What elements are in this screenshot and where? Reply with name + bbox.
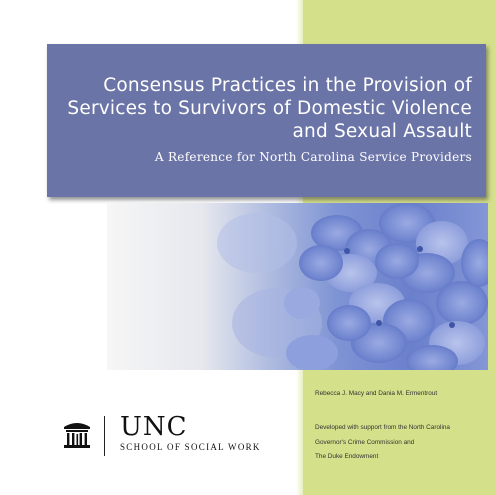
cover-title-line-3: and Sexual Assault xyxy=(292,121,472,142)
cover-title xyxy=(52,74,472,143)
hydrangea-illustration xyxy=(107,203,488,370)
support-line-3: The Duke Endowment xyxy=(315,453,379,460)
cover-subtitle: A Reference for North Carolina Service Providers xyxy=(154,150,472,164)
support-line-1: Developed with support from the North Carolina xyxy=(315,424,450,431)
authors: Rebecca J. Macy and Dania M. Ermentrout xyxy=(315,390,438,397)
support-line-2: Governor's Crime Commission and xyxy=(315,438,415,446)
support-statement xyxy=(315,421,450,465)
hydrangea-photo xyxy=(107,203,488,370)
unc-logo xyxy=(58,412,288,460)
title-box xyxy=(47,44,486,197)
cover-title-line-1: Consensus Practices in the Provision of xyxy=(103,75,472,96)
logo-divider xyxy=(104,416,105,456)
old-well-icon xyxy=(62,418,92,450)
school-of-social-work: SCHOOL OF SOCIAL WORK xyxy=(120,442,261,452)
cover-title-line-2: Services to Survivors of Domestic Violence xyxy=(67,98,472,119)
unc-wordmark: UNC xyxy=(120,412,188,442)
